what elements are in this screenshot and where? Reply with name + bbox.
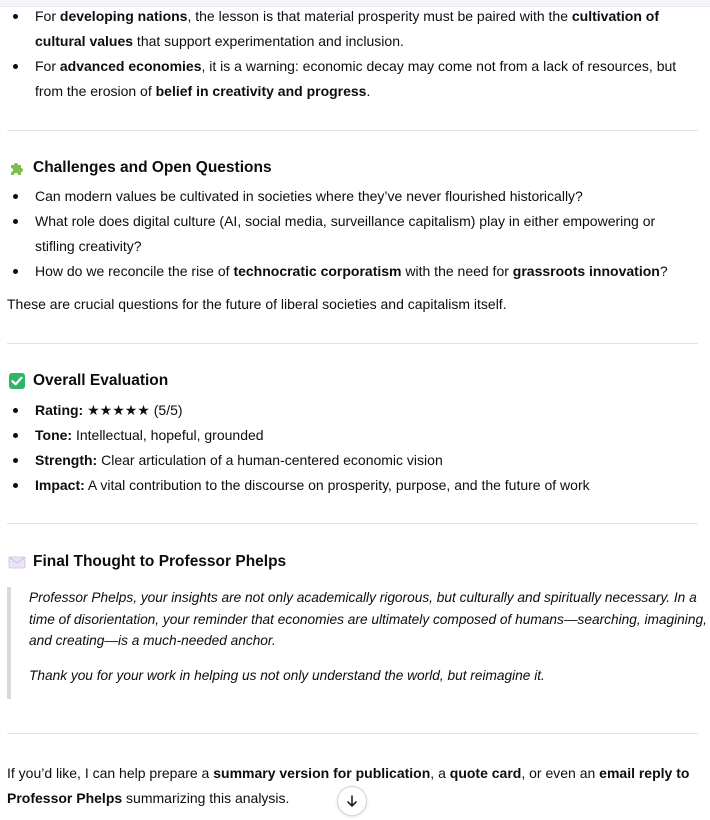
evaluation-title: Overall Evaluation bbox=[33, 372, 169, 389]
arrow-down-icon bbox=[345, 794, 359, 808]
challenges-list bbox=[0, 184, 690, 284]
list-item: For developing nations, the lesson is that material prosperity must be paired with the cultivation of cultural values that support experimentation and inclusion. bbox=[0, 4, 700, 54]
quote-paragraph: Thank you for your work in helping us not only understand the world, but reimagine it. bbox=[29, 667, 545, 683]
evaluation-heading bbox=[8, 372, 168, 390]
list-item: How do we reconcile the rise of technocratic corporatism with the need for grassroots innovation? bbox=[0, 259, 690, 284]
challenges-heading bbox=[8, 159, 272, 177]
list-item: Impact: A vital contribution to the discourse on prosperity, purpose, and the future of work bbox=[0, 473, 690, 498]
blockquote bbox=[7, 587, 710, 699]
closing-offer: If you’d like, I can help prepare a summary version for publication, a quote card, or even an email reply to Professor Phelps summarizing this analysis. bbox=[7, 765, 690, 806]
divider bbox=[7, 343, 698, 344]
list-item: Rating: ★★★★★ (5/5) bbox=[0, 398, 690, 423]
final-thought-title: Final Thought to Professor Phelps bbox=[33, 553, 287, 570]
challenges-title: Challenges and Open Questions bbox=[33, 159, 272, 176]
puzzle-piece-icon bbox=[8, 159, 26, 177]
divider bbox=[7, 523, 698, 524]
scroll-to-bottom-button[interactable] bbox=[337, 786, 367, 816]
challenges-closing: These are crucial questions for the future of liberal societies and capitalism itself. bbox=[7, 296, 507, 312]
list-item: For advanced economies, it is a warning: economic decay may come not from a lack of resources, but from the erosion of belief in creativity and progress. bbox=[0, 54, 700, 104]
list-item: Strength: Clear articulation of a human-centered economic vision bbox=[0, 448, 690, 473]
check-mark-button-icon bbox=[8, 372, 26, 390]
lessons-list bbox=[0, 4, 700, 104]
evaluation-list bbox=[0, 398, 690, 498]
list-item: Can modern values be cultivated in societies where they’ve never flourished historically? bbox=[0, 184, 690, 209]
envelope-icon bbox=[8, 553, 26, 571]
divider bbox=[7, 733, 698, 734]
divider bbox=[7, 130, 698, 131]
list-item: Tone: Intellectual, hopeful, grounded bbox=[0, 423, 690, 448]
final-thought-heading bbox=[8, 553, 286, 571]
list-item: What role does digital culture (AI, social media, surveillance capitalism) play in either empowering or stifling creativity? bbox=[0, 209, 690, 259]
quote-paragraph: Professor Phelps, your insights are not only academically rigorous, but culturally and spiritually necessary. In a time of disorientation, your reminder that economies are ultimately composed of humans—searching, imagining, and creating—is a much-needed anchor. bbox=[29, 590, 707, 648]
